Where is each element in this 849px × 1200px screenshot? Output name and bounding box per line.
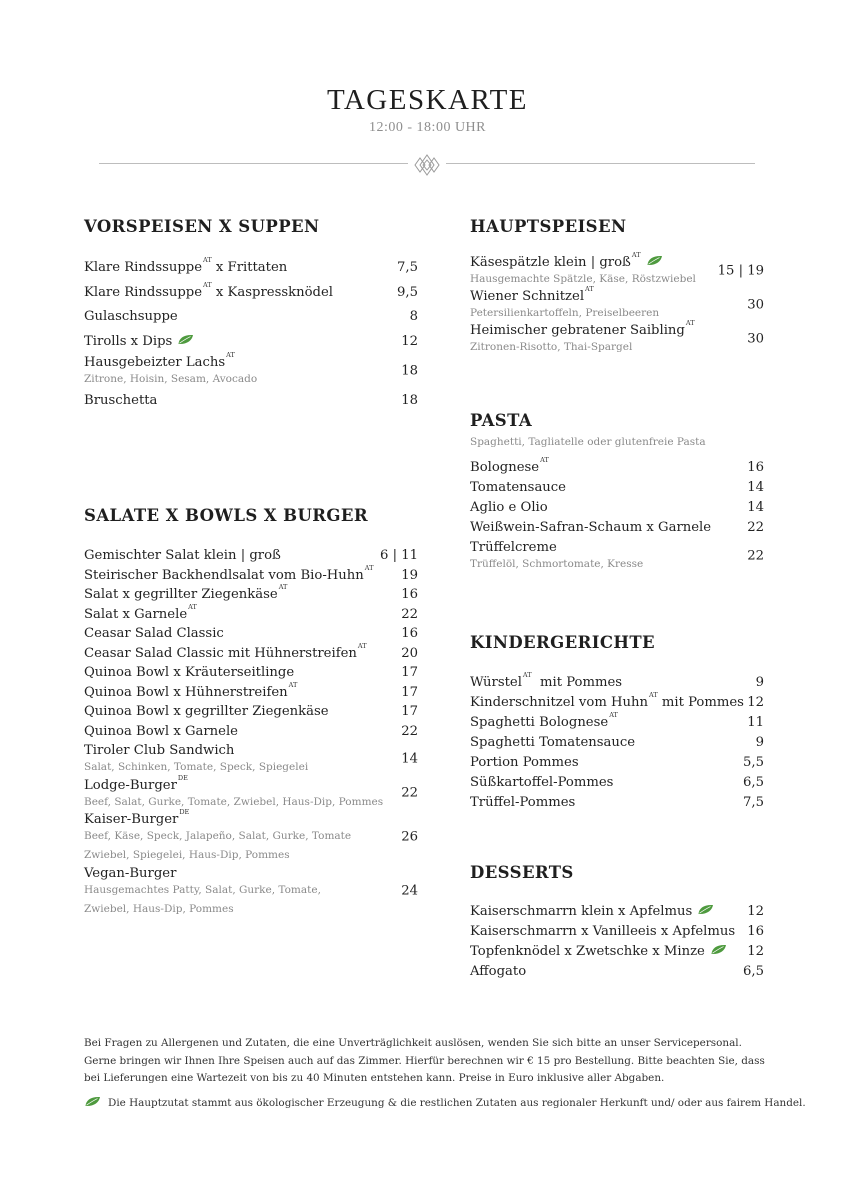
menu-item-name: Salat x gegrillter Ziegenkäse [84, 587, 278, 602]
menu-item-price: 17 [401, 704, 418, 719]
menu-item [470, 795, 764, 810]
menu-item-line [84, 704, 418, 719]
origin-tag: AT [685, 319, 695, 327]
menu-item-line [84, 351, 418, 370]
origin-tag: DE [177, 773, 188, 782]
menu-item-line [84, 866, 418, 881]
menu-item-price: 16 [401, 587, 418, 602]
menu-item-line [470, 285, 764, 304]
menu-item-price: 30 [747, 297, 764, 312]
menu-item [470, 735, 764, 750]
menu-item-price: 6,5 [743, 775, 764, 790]
leaf-icon [84, 1096, 101, 1107]
opening-hours: 12:00 - 18:00 UHR [369, 120, 486, 135]
page-title: TAGESKARTE [326, 84, 529, 116]
menu-item-name: Würstel [470, 675, 522, 690]
menu-item-description: Beef, Salat, Gurke, Tomate, Zwiebel, Haus-Dip, Pommes [84, 795, 384, 808]
menu-item [84, 280, 418, 300]
menu-item-price: 16 [747, 924, 764, 939]
menu-item-price: 7,5 [397, 260, 418, 275]
menu-item-name: Bruschetta [84, 392, 158, 408]
menu-item [84, 641, 418, 661]
menu-item-description: Zwiebel, Spiegelei, Haus-Dip, Pommes [84, 849, 290, 861]
menu-item-name: Tirolls x Dips [84, 333, 173, 349]
menu-item-price: 12 [747, 904, 764, 919]
menu-item-name: Aglio e Olio [470, 500, 548, 515]
menu-item [470, 456, 764, 475]
section-salate [84, 506, 418, 916]
menu-item-suffix: x Kaspressknödel [211, 284, 333, 300]
menu-item-name: Tiroler Club Sandwich [84, 743, 235, 758]
section-pasta [470, 411, 764, 571]
menu-item-name: Tomatensauce [470, 480, 566, 495]
section-kinder [470, 633, 764, 810]
menu-item [470, 540, 764, 571]
menu-item-name: Klare Rindssuppe [84, 284, 203, 300]
menu-item-price: 6,5 [743, 964, 764, 979]
menu-item [84, 866, 418, 916]
section-title-desserts: DESSERTS [470, 863, 574, 882]
menu-item-price: 22 [747, 520, 764, 535]
menu-item-line [470, 755, 764, 770]
menu-item [470, 964, 764, 979]
menu-item-description: Zitrone, Hoisin, Sesam, Avocado [84, 373, 258, 385]
menu-item [470, 924, 764, 939]
menu-item-line [84, 773, 418, 793]
menu-item [470, 285, 764, 320]
menu-item-price: 26 [401, 829, 418, 845]
menu-item-line [470, 671, 764, 690]
menu-item-price: 22 [747, 548, 764, 563]
menu-item-line [84, 808, 418, 827]
menu-item-price: 15 | 19 [717, 263, 764, 278]
menu-item [470, 520, 764, 535]
leaf-legend [84, 1097, 806, 1109]
menu-item-line [470, 711, 764, 730]
menu-item [470, 480, 764, 495]
origin-tag: AT [540, 456, 549, 464]
origin-tag: AT [522, 671, 532, 679]
menu-item [84, 665, 418, 680]
menu-item-price: 22 [401, 785, 418, 801]
menu-item [84, 724, 418, 739]
origin-tag: AT [188, 602, 197, 611]
menu-item-line [84, 334, 418, 349]
menu-item-name: Quinoa Bowl x gegrillter Ziegenkäse [84, 704, 329, 719]
menu-item-price: 16 [401, 626, 418, 641]
menu-item [470, 904, 764, 919]
origin-tag: AT [203, 280, 212, 289]
menu-item [470, 500, 764, 515]
menu-item-name: Weißwein-Safran-Schaum x Garnele [470, 520, 712, 535]
menu-item-name: Topfenknödel x Zwetschke x Minze [470, 944, 705, 959]
menu-item-price: 18 [401, 392, 418, 408]
menu-item-line [84, 583, 418, 602]
menu-item-name: Steirischer Backhendlsalat vom Bio-Huhn [84, 567, 364, 583]
menu-item-line [84, 680, 418, 700]
menu-item-line [470, 944, 764, 959]
menu-item-price: 19 [401, 567, 418, 583]
menu-item [470, 251, 764, 286]
menu-item-line [470, 795, 764, 810]
menu-item-price: 8 [409, 309, 418, 324]
menu-item [84, 583, 418, 602]
menu-list [470, 671, 764, 810]
menu-item [470, 671, 764, 690]
menu-item-line [84, 743, 418, 758]
menu-item-line [470, 500, 764, 515]
menu-item-description: Hausgemachte Spätzle, Käse, Röstzwiebel [470, 273, 696, 285]
menu-item-line [470, 924, 764, 939]
origin-tag: AT [203, 256, 212, 264]
menu-item-price: 12 [747, 695, 764, 710]
menu-item-price: 22 [401, 606, 418, 622]
menu-item [84, 602, 418, 622]
menu-item-name: Gulaschsuppe [84, 309, 178, 324]
menu-item-price: 9 [755, 675, 764, 690]
section-title-vorspeisen: VORSPEISEN X SUPPEN [84, 217, 320, 236]
section-title-kinder: KINDERGERICHTE [470, 633, 656, 652]
menu-item-line [84, 548, 418, 563]
menu-item-name: Wiener Schnitzel [470, 289, 585, 304]
menu-item [84, 393, 418, 408]
menu-item [84, 563, 418, 583]
origin-tag: AT [631, 251, 641, 259]
menu-item-line [470, 540, 764, 555]
menu-item [470, 775, 764, 790]
menu-item-name: Lodge-Burger [84, 777, 177, 793]
leaf-icon [710, 944, 727, 955]
menu-item [470, 691, 764, 710]
menu-item-name: Spaghetti Bolognese [470, 715, 609, 730]
menu-item-price: 12 [401, 333, 418, 349]
menu-item [84, 548, 418, 563]
menu-item-name: Hausgebeizter Lachs [84, 355, 226, 370]
menu-item-name: Spaghetti Tomatensauce [470, 735, 636, 750]
menu-item-price: 22 [401, 723, 418, 739]
origin-tag: AT [364, 563, 374, 572]
menu-item-name: Kaiserschmarrn klein x Apfelmus [470, 904, 693, 919]
header-divider-right [446, 163, 755, 164]
menu-item-price: 12 [747, 944, 764, 959]
allergen-notice: Bei Fragen zu Allergenen und Zutaten, die eine Unverträglichkeit auslösen, wenden Sie sich bitte an unser Servicepersonal. Gerne bringen wir Ihnen Ihre Speisen auch auf das Zimmer. Hierfür berechnen wir € 15 pro Bestellung. Bitte beachten Sie, dass bei Lieferungen eine Wartezeit von bis zu 40 Minuten entstehen kann. Preise in Euro inklusive aller Abgaben. [84, 1037, 765, 1084]
menu-item-description: Zitronen-Risotto, Thai-Spargel [470, 341, 633, 353]
menu-item-name: Kaiserschmarrn x Vanilleeis x Apfelmus [470, 924, 736, 939]
menu-item-suffix: mit Pommes [531, 675, 623, 690]
origin-tag: AT [649, 691, 658, 699]
menu-item [470, 755, 764, 770]
menu-item-line [470, 775, 764, 790]
menu-item-price: 17 [401, 665, 418, 680]
menu-item-price: 14 [747, 480, 764, 495]
leaf-legend-text: Die Hauptzutat stammt aus ökologischer Erzeugung & die restlichen Zutaten aus regionaler Herkunft und/ oder aus fairem Handel. [108, 1097, 806, 1109]
menu-item-name: Trüffelcreme [470, 540, 557, 555]
menu-item [470, 319, 764, 354]
origin-tag: AT [585, 285, 594, 293]
menu-item-name: Klare Rindssuppe [84, 260, 203, 275]
menu-item-name: Kinderschnitzel vom Huhn [470, 695, 648, 710]
menu-item-price: 14 [747, 500, 764, 515]
menu-item-line [470, 520, 764, 535]
menu-item-line [84, 626, 418, 641]
menu-item [84, 256, 418, 275]
menu-item-price: 9,5 [397, 284, 418, 300]
menu-item-name: Ceasar Salad Classic [84, 626, 224, 641]
menu-item-line [84, 280, 418, 300]
diamond-ornament-icon [412, 152, 442, 178]
menu-item [84, 334, 418, 349]
menu-item [84, 626, 418, 641]
menu-item-line [470, 319, 764, 338]
menu-item-name: Quinoa Bowl x Garnele [84, 723, 238, 739]
menu-item-name: Quinoa Bowl x Hühnerstreifen [84, 684, 288, 700]
menu-list [84, 548, 418, 916]
origin-tag: AT [288, 680, 298, 689]
menu-item-description: Salat, Schinken, Tomate, Speck, Spiegelei [84, 761, 309, 773]
menu-item [84, 704, 418, 719]
menu-item-line [470, 735, 764, 750]
menu-item [84, 351, 418, 386]
menu-item [84, 680, 418, 700]
menu-item-line [84, 256, 418, 275]
menu-list [470, 456, 764, 571]
menu-item [84, 743, 418, 774]
menu-item-name: Käsespätzle klein | groß [470, 255, 631, 270]
menu-item-price: 17 [401, 684, 418, 700]
menu-item-description: Hausgemachtes Patty, Salat, Gurke, Tomate, [84, 883, 321, 896]
menu-item-price: 30 [747, 331, 764, 346]
menu-item-name: Vegan-Burger [84, 865, 177, 881]
menu-item-line [84, 665, 418, 680]
origin-tag: AT [226, 351, 235, 359]
leaf-icon [646, 255, 663, 266]
menu-item-name: Bolognese [470, 460, 540, 475]
menu-item-line [84, 393, 418, 408]
leaf-icon [177, 334, 194, 345]
menu-item-line [84, 724, 418, 739]
menu-item [84, 773, 418, 809]
menu-item [84, 808, 418, 862]
origin-tag: DE [179, 808, 190, 816]
menu-item-suffix: x Frittaten [211, 260, 288, 275]
menu-list [84, 256, 418, 408]
leaf-icon [697, 904, 714, 915]
menu-item-name: Portion Pommes [470, 755, 579, 770]
menu-item-name: Süßkartoffel-Pommes [470, 775, 614, 790]
menu-item-line [84, 309, 418, 324]
section-title-pasta: PASTA [470, 411, 533, 430]
menu-item-price: 14 [401, 751, 418, 766]
section-title-hauptspeisen: HAUPTSPEISEN [470, 217, 627, 236]
menu-item-line [470, 964, 764, 979]
menu-item-price: 7,5 [743, 795, 764, 810]
menu-item-line [470, 480, 764, 495]
menu-item-name: Ceasar Salad Classic mit Hühnerstreifen [84, 645, 357, 661]
menu-item-description: Trüffelöl, Schmortomate, Kresse [470, 558, 644, 570]
section-desserts [470, 863, 764, 979]
menu-list [470, 904, 764, 979]
menu-item-description: Zwiebel, Haus-Dip, Pommes [84, 902, 234, 915]
menu-item-line [84, 602, 418, 622]
menu-item-price: 6 | 11 [380, 548, 418, 563]
menu-item [470, 711, 764, 730]
section-vorspeisen [84, 217, 418, 408]
origin-tag: AT [357, 641, 367, 650]
menu-item-name: Trüffel-Pommes [470, 795, 576, 810]
menu-item-name: Quinoa Bowl x Kräuterseitlinge [84, 665, 295, 680]
origin-tag: AT [278, 583, 288, 591]
menu-item-price: 20 [401, 645, 418, 661]
menu-item-description: Beef, Käse, Speck, Jalapeño, Salat, Gurke, Tomate [84, 830, 352, 842]
menu-item-name: Heimischer gebratener Saibling [470, 323, 685, 338]
menu-item-price: 24 [401, 883, 418, 898]
origin-tag: AT [609, 711, 618, 719]
menu-item [84, 309, 418, 324]
menu-item-price: 16 [747, 460, 764, 475]
menu-item-description: Petersilienkartoffeln, Preiselbeeren [470, 307, 660, 319]
menu-item-line [84, 641, 418, 661]
pasta-subtitle: Spaghetti, Tagliatelle oder glutenfreie Pasta [470, 436, 706, 448]
menu-item-line [470, 904, 764, 919]
header-divider-left [99, 163, 408, 164]
menu-item-price: 9 [755, 735, 764, 750]
section-hauptspeisen [470, 217, 764, 354]
menu-item [470, 944, 764, 959]
menu-item-price: 5,5 [743, 755, 764, 770]
menu-item-suffix: mit Pommes [657, 695, 744, 710]
menu-item-name: Salat x Garnele [84, 606, 188, 622]
section-title-salate: SALATE X BOWLS X BURGER [84, 506, 368, 525]
menu-item-name: Gemischter Salat klein | groß [84, 548, 281, 563]
menu-item-name: Kaiser-Burger [84, 812, 179, 827]
menu-list [470, 251, 764, 354]
menu-item-line [84, 563, 418, 583]
menu-item-line [470, 456, 764, 475]
menu-item-price: 11 [747, 715, 764, 730]
menu-item-line [470, 691, 764, 710]
menu-item-price: 18 [401, 363, 418, 378]
menu-item-name: Affogato [470, 964, 527, 979]
